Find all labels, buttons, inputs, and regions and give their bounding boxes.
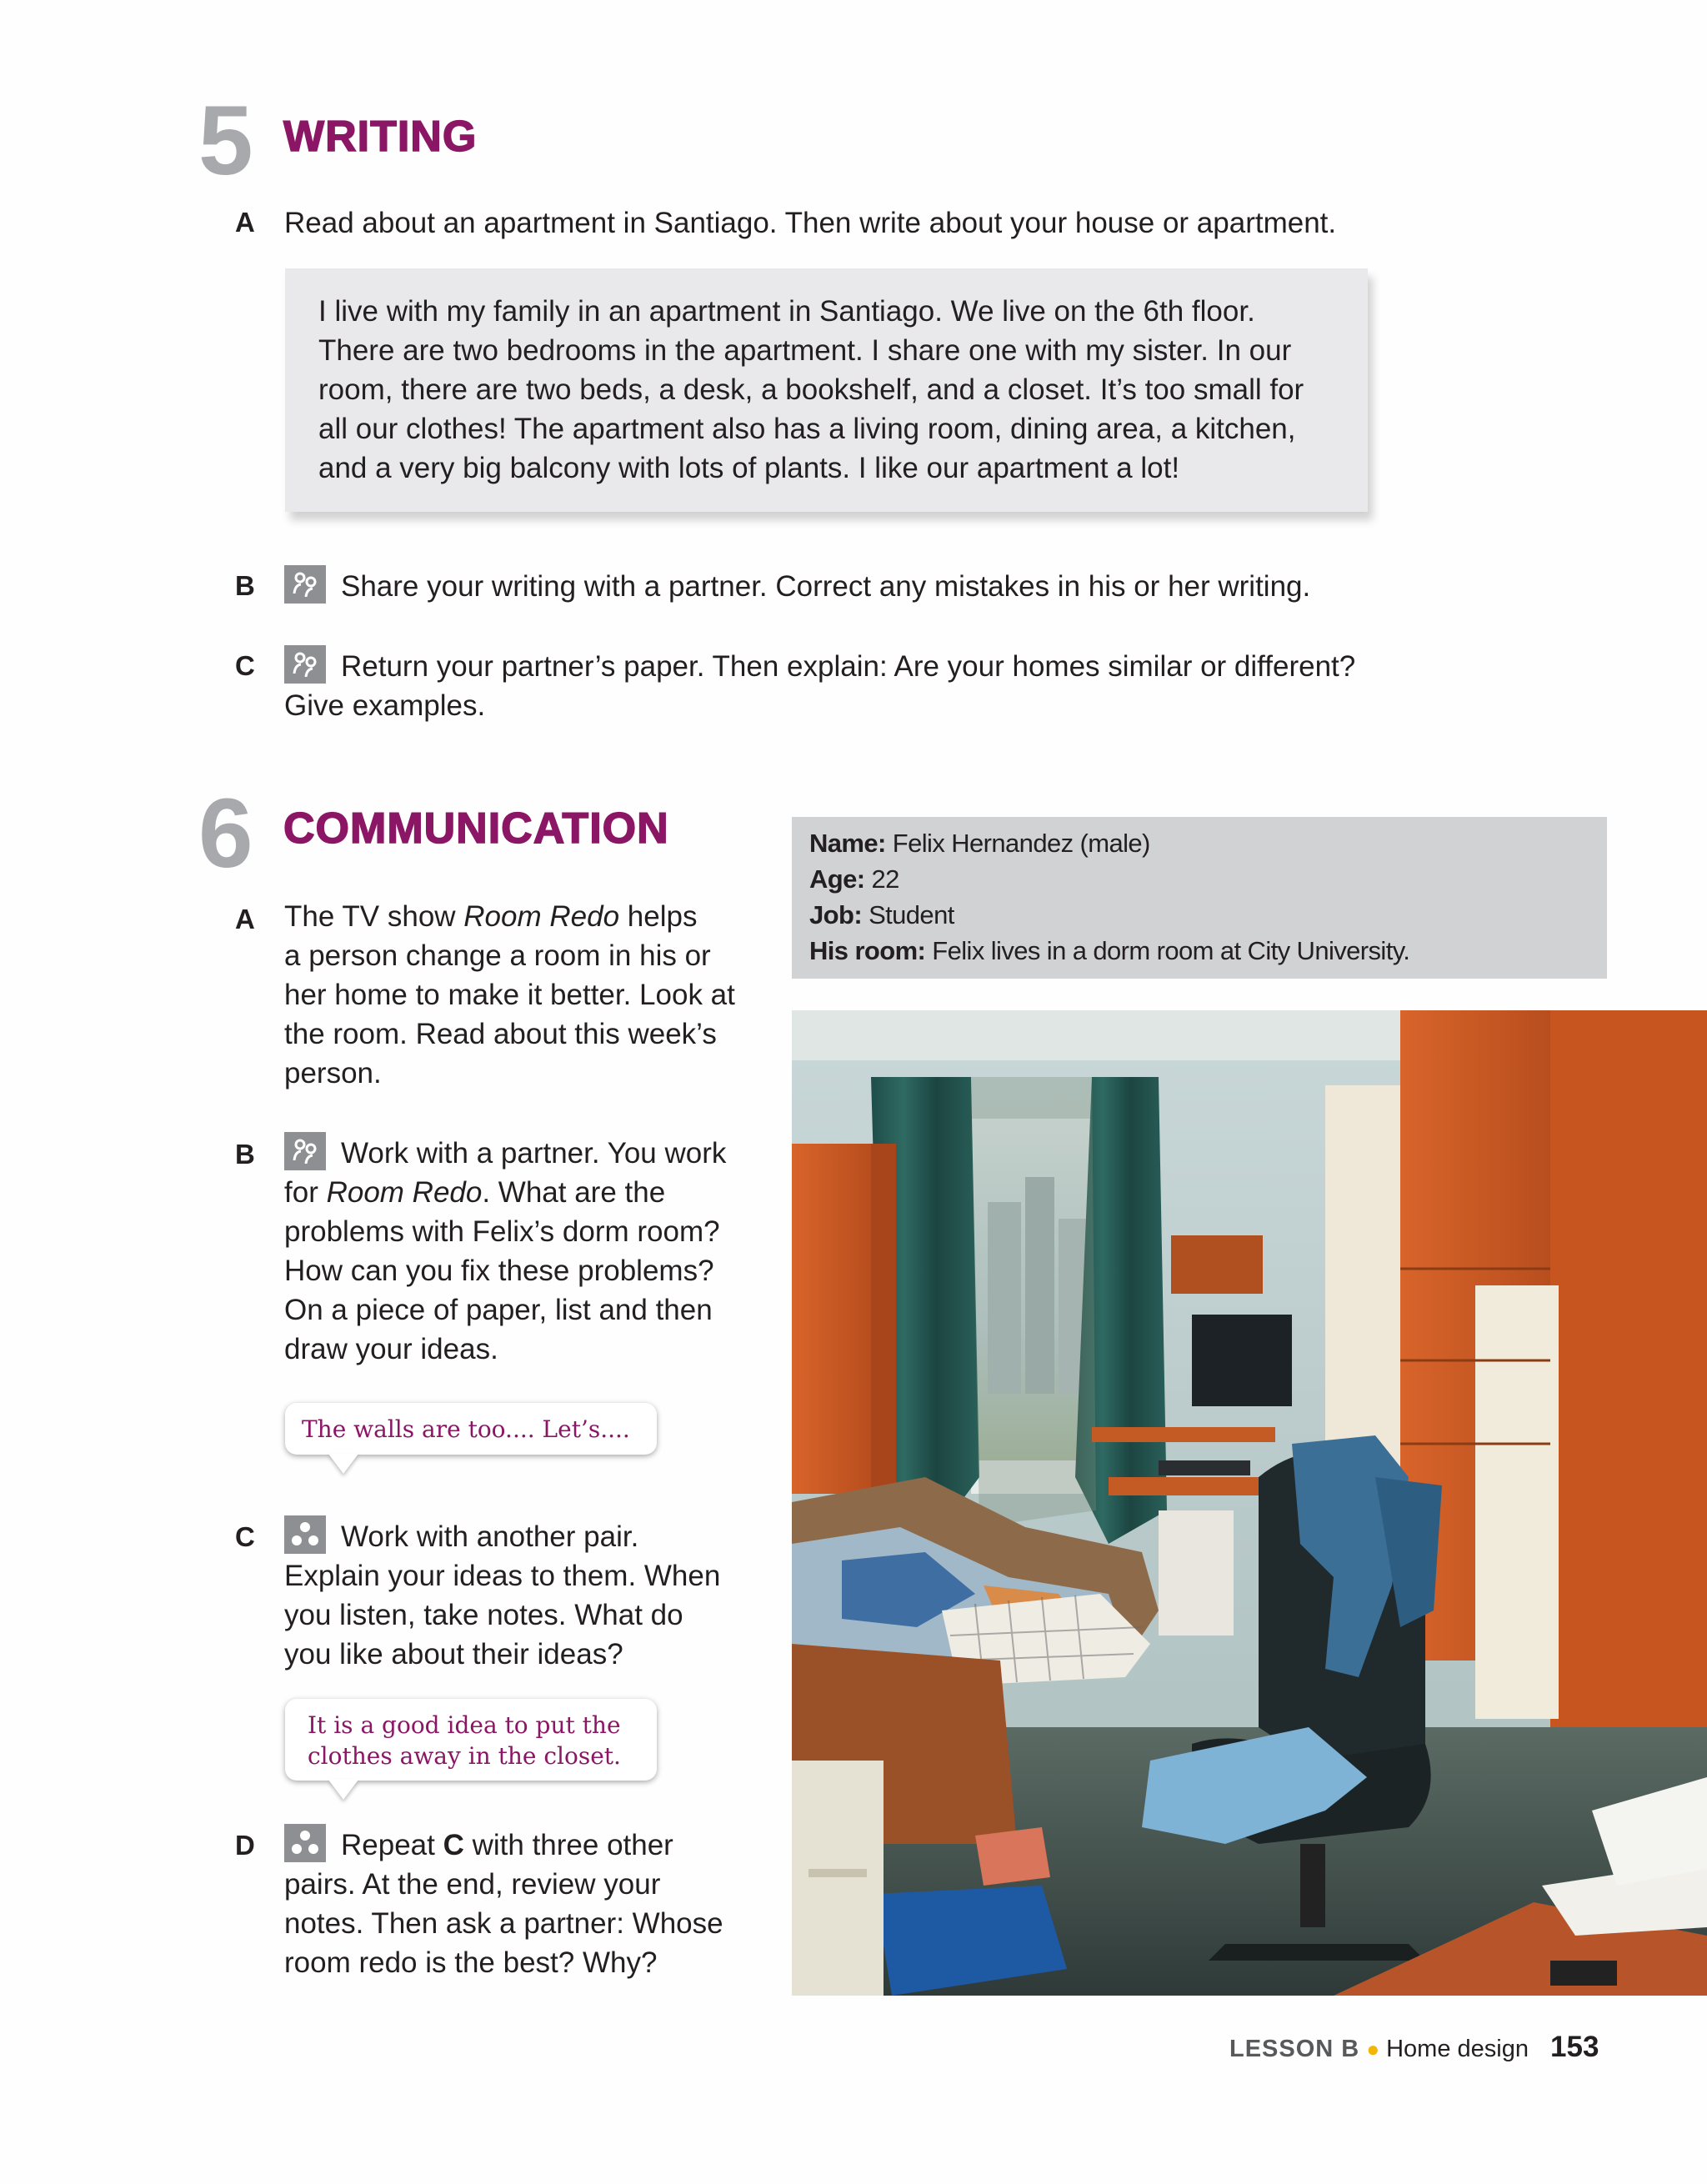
info-value: Felix lives in a dorm room at City University.: [932, 936, 1410, 965]
exercise-6d-instruction: [284, 1824, 723, 1982]
footer-dot: ●: [1366, 2036, 1380, 2061]
speech-bubble-tail: [328, 1454, 358, 1474]
section-5-title: WRITING: [283, 113, 478, 161]
footer-lesson: LESSON B: [1229, 2036, 1360, 2062]
exercise-6d-letter: D: [235, 1830, 255, 1861]
text-line: notes. Then ask a partner: Whose: [284, 1907, 723, 1940]
speech-bubble-text: It is a good idea to put the: [308, 1711, 621, 1739]
exercise-5a-letter: A: [235, 207, 255, 238]
group-work-icon: [284, 1824, 326, 1862]
info-label: Age:: [809, 864, 865, 894]
text-line: you like about their ideas?: [284, 1638, 623, 1671]
info-name-row: [809, 825, 1607, 861]
footer-topic: Home design: [1386, 2036, 1529, 2062]
text-line: draw your ideas.: [284, 1333, 498, 1365]
pair-work-icon: [284, 645, 326, 684]
text-fragment: with three other: [463, 1829, 673, 1861]
section-6-title: COMMUNICATION: [283, 804, 669, 853]
section-6-number: 6: [198, 779, 253, 889]
text-line: Explain your ideas to them. When: [284, 1560, 721, 1592]
show-title: Room Redo: [326, 1176, 483, 1209]
info-value: 22: [871, 864, 899, 894]
text-line: person.: [284, 1057, 382, 1089]
page-footer: [1229, 2031, 1599, 2064]
text-fragment: C: [443, 1829, 464, 1861]
speech-bubble-text: The walls are too.... Let’s....: [302, 1415, 630, 1443]
exercise-5b-letter: B: [235, 570, 255, 601]
exercise-5c-line1: Return your partner’s paper. Then explain: Are your homes similar or different?: [341, 650, 1356, 683]
text-line: room redo is the best? Why?: [284, 1946, 658, 1979]
exercise-5c-letter: C: [235, 650, 255, 681]
text-line: On a piece of paper, list and then: [284, 1294, 713, 1326]
passage-line: There are two bedrooms in the apartment. I share one with my sister. In our: [318, 334, 1292, 367]
text-fragment: Repeat: [341, 1829, 443, 1861]
exercise-5b-text: Share your writing with a partner. Correct any mistakes in his or her writing.: [341, 570, 1311, 603]
text-line: pairs. At the end, review your: [284, 1868, 661, 1901]
passage-line: all our clothes! The apartment also has a living room, dining area, a kitchen,: [318, 413, 1296, 445]
text-fragment: Work with another pair.: [341, 1520, 639, 1553]
text-fragment: . What are the: [482, 1176, 666, 1209]
text-fragment: for: [284, 1176, 327, 1209]
text-line: problems with Felix’s dorm room?: [284, 1215, 720, 1248]
text-fragment: The TV show: [284, 900, 464, 933]
exercise-6c-letter: C: [235, 1521, 255, 1552]
exercise-6a-letter: A: [235, 904, 255, 934]
exercise-5a-instruction: Read about an apartment in Santiago. Then write about your house or apartment.: [284, 207, 1337, 239]
info-label: Job:: [809, 900, 863, 929]
speech-bubble-tail: [328, 1780, 358, 1800]
speech-bubble-closet: [285, 1699, 657, 1781]
info-value: Felix Hernandez (male): [892, 829, 1150, 858]
info-label: His room:: [809, 936, 926, 965]
text-fragment: Work with a partner. You work: [341, 1137, 727, 1170]
info-age-row: [809, 861, 1607, 897]
text-line: the room. Read about this week’s: [284, 1018, 717, 1050]
speech-bubble-text: clothes away in the closet.: [308, 1742, 621, 1770]
exercise-5c-line2: Give examples.: [284, 689, 486, 722]
passage-line: room, there are two beds, a desk, a bookshelf, and a closet. It’s too small for: [318, 373, 1304, 406]
show-title: Room Redo: [463, 900, 620, 933]
info-room-row: [809, 933, 1607, 969]
text-line: a person change a room in his or: [284, 939, 711, 972]
exercise-6c-instruction: [284, 1515, 720, 1674]
text-line: How can you fix these problems?: [284, 1255, 714, 1287]
page-number: 153: [1550, 2031, 1599, 2063]
person-info-card: [792, 817, 1607, 979]
dorm-room-photo: [792, 1010, 1707, 1996]
text-line: her home to make it better. Look at: [284, 979, 735, 1011]
group-work-icon: [284, 1515, 326, 1554]
pair-work-icon: [284, 565, 326, 604]
speech-bubble-walls: [285, 1403, 657, 1455]
exercise-6b-letter: B: [235, 1139, 255, 1170]
exercise-5b-instruction: [284, 565, 1310, 606]
text-line: you listen, take notes. What do: [284, 1599, 683, 1631]
section-5-number: 5: [198, 86, 253, 196]
exercise-6a-instruction: [284, 897, 735, 1093]
passage-line: and a very big balcony with lots of plants. I like our apartment a lot!: [318, 452, 1180, 484]
info-label: Name:: [809, 829, 886, 858]
exercise-5c-instruction: [284, 645, 1355, 725]
reading-passage: [285, 268, 1368, 512]
passage-line: I live with my family in an apartment in Santiago. We live on the 6th floor.: [318, 295, 1255, 328]
info-value: Student: [869, 900, 954, 929]
exercise-6b-instruction: [284, 1132, 726, 1369]
pair-work-icon: [284, 1132, 326, 1170]
text-fragment: helps: [619, 900, 698, 933]
info-job-row: [809, 897, 1607, 933]
